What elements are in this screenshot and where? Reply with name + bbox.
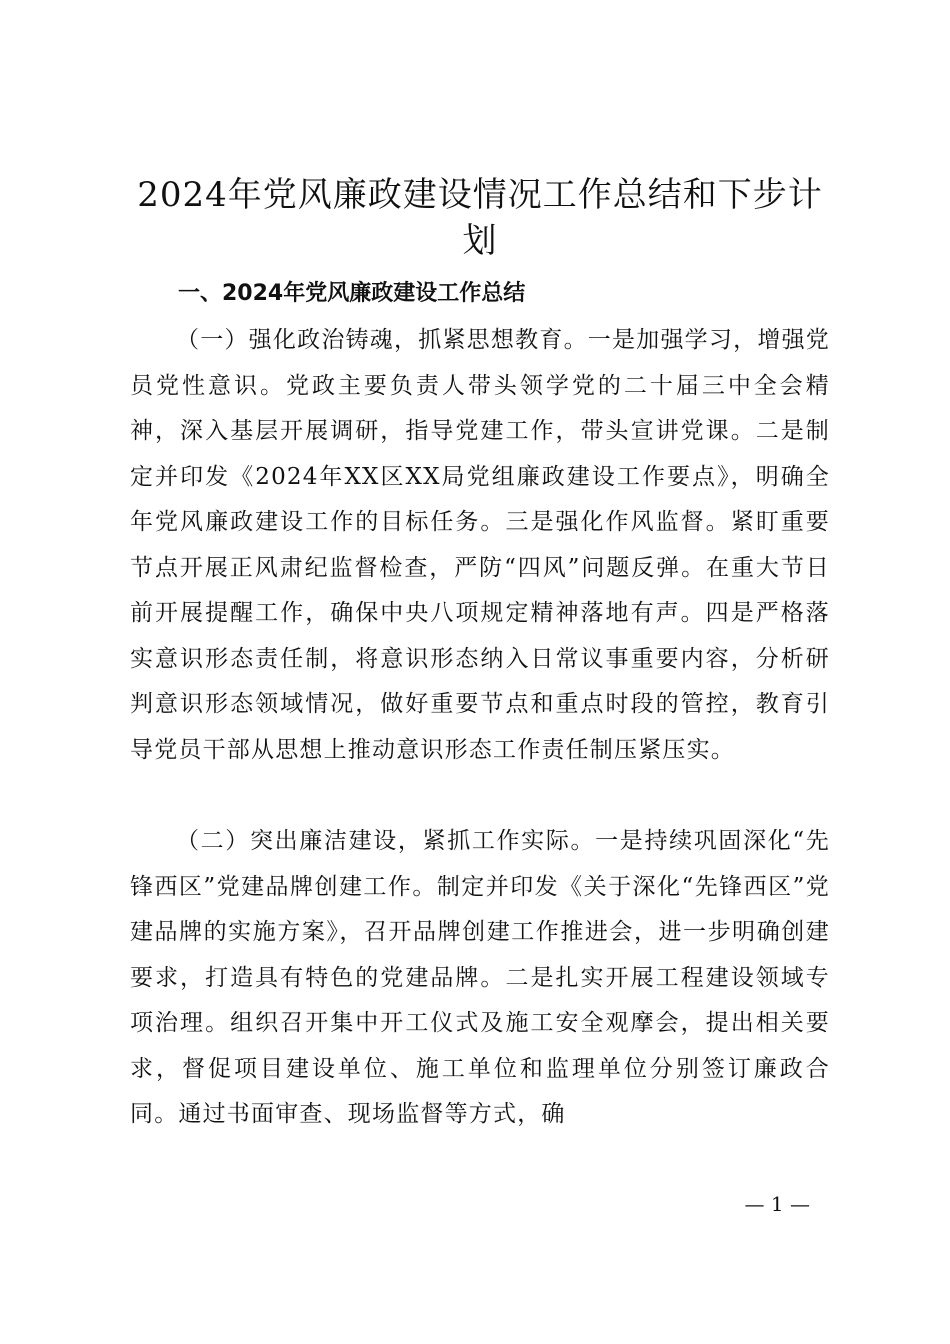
- document-title: 2024年党风廉政建设情况工作总结和下步计划: [137, 175, 823, 261]
- section-heading: 一、2024年党风廉政建设工作总结: [178, 281, 526, 306]
- paragraph-2: （二）突出廉洁建设，紧抓工作实际。一是持续巩固深化“先锋西区”党建品牌创建工作。制定并印发《关于深化“先锋西区”党建品牌的实施方案》，召开品牌创建工作推进会，进一步明确创建要求，打造具有特色的党建品牌。二是扎实开展工程建设领域专项治理。组织召开集中开工仪式及施工安全观摩会，提出相关要求，督促项目建设单位、施工单位和监理单位分别签订廉政合同。通过书面审查、现场监督等方式，确: [130, 828, 830, 1127]
- page-number: — 1 —: [744, 1192, 810, 1216]
- paragraph-1: （一）强化政治铸魂，抓紧思想教育。一是加强学习，增强党员党性意识。党政主要负责人带头领学党的二十届三中全会精神，深入基层开展调研，指导党建工作，带头宣讲党课。二是制定并印发《2024年XX区XX局党组廉政建设工作要点》，明确全年党风廉政建设工作的目标任务。三是强化作风监督。紧盯重要节点开展正风肃纪监督检查，严防“四风”问题反弹。在重大节日前开展提醒工作，确保中央八项规定精神落地有声。四是严格落实意识形态责任制，将意识形态纳入日常议事重要内容，分析研判意识形态领域情况，做好重要节点和重点时段的管控，教育引导党员干部从思想上推动意识形态工作责任制压紧压实。: [130, 327, 830, 763]
